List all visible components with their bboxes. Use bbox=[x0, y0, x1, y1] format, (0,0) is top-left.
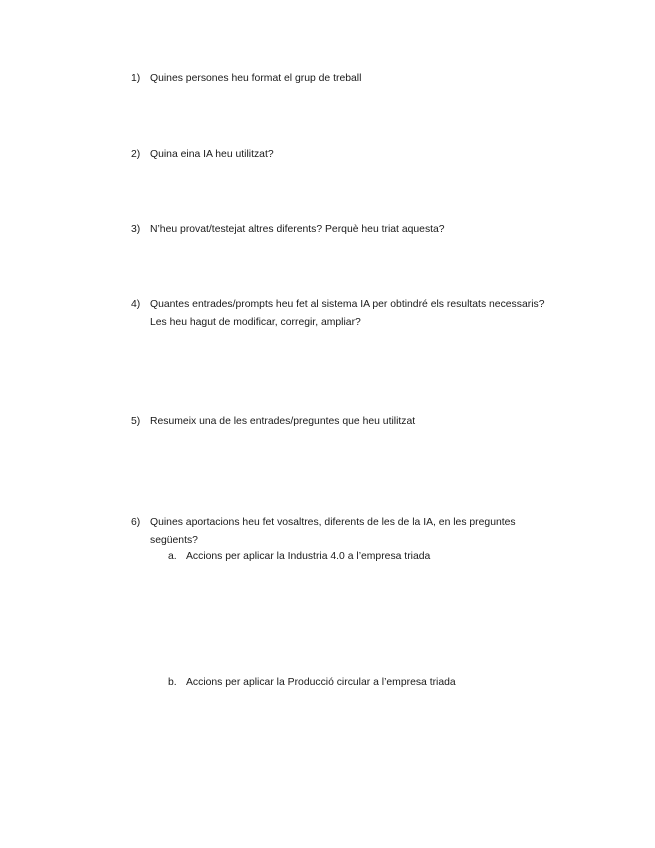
question-text: Quina eina IA heu utilitzat? bbox=[150, 149, 274, 160]
question-number: 4) bbox=[131, 299, 141, 310]
question-number: 3) bbox=[131, 224, 141, 235]
question-text: Quines aportacions heu fet vosaltres, diferents de les de la IA, en les preguntes següents? bbox=[150, 517, 516, 546]
question-number: 6) bbox=[131, 517, 141, 528]
question-number: 5) bbox=[131, 416, 141, 427]
question-text: Quantes entrades/prompts heu fet al sistema IA per obtindré els resultats necessaris? Les heu hagut de modificar, corregir, ampliar? bbox=[150, 299, 545, 328]
question-text: Quines persones heu format el grup de treball bbox=[150, 73, 362, 84]
question-text: Resumeix una de les entrades/preguntes que heu utilitzat bbox=[150, 416, 416, 427]
subitem-letter: b. bbox=[168, 677, 177, 688]
subitem-text: Accions per aplicar la Producció circular a l’empresa triada bbox=[186, 677, 456, 688]
question-text: N’heu provat/testejat altres diferents? Perquè heu triat aquesta? bbox=[150, 224, 445, 235]
question-number: 2) bbox=[131, 149, 141, 160]
subitem-letter: a. bbox=[168, 551, 177, 562]
subitem-text: Accions per aplicar la Industria 4.0 a l’empresa triada bbox=[186, 551, 431, 562]
question-number: 1) bbox=[131, 73, 141, 84]
